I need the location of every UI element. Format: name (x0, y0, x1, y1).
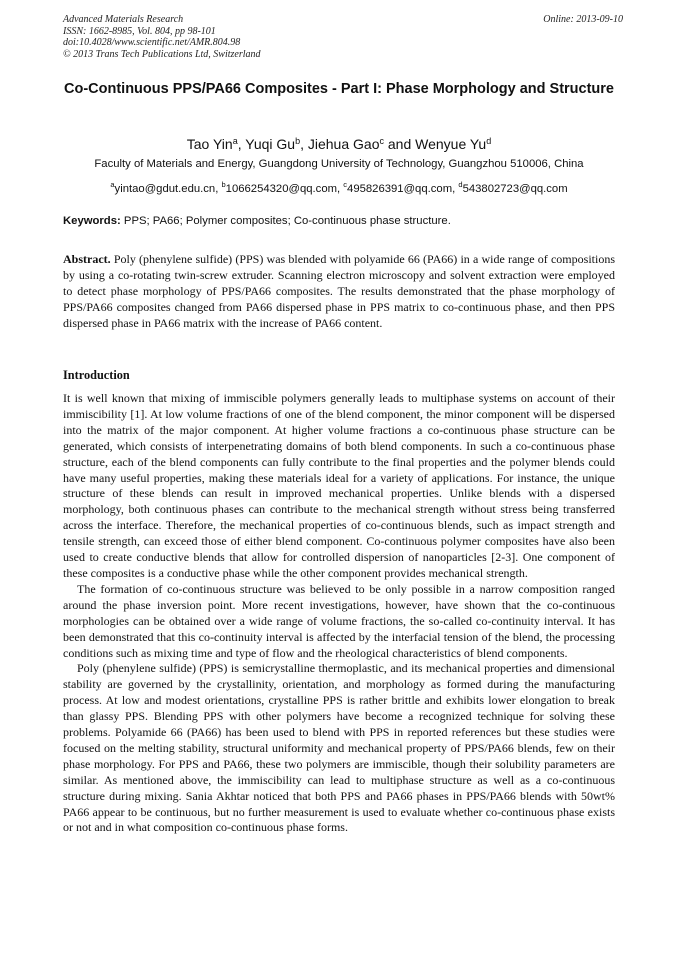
online-date: Online: 2013-09-10 (543, 14, 623, 25)
issn-line: ISSN: 1662-8985, Vol. 804, pp 98-101 (63, 25, 216, 37)
introduction-body (63, 391, 615, 836)
paragraph: The formation of co-continuous structure was believed to be only possible in a narrow composition ranged around the phase inversion point. More recent investigations, however, have shown that the co-continuous morphologies can be obtained over a wide range of volume fractions, the so-called co-continuity interval. It has been demonstrated that this co-continuity interval is affected by the interfacial tension of the blend, the processing conditions such as mixing time and type of flow and the rheological characteristics of blend components. (63, 581, 615, 660)
section-heading-introduction: Introduction (63, 368, 130, 382)
paragraph: Poly (phenylene sulfide) (PPS) is semicrystalline thermoplastic, and its mechanical properties and dimensional stability are governed by the crystallinity, orientation, and morphology as formed during the manufacturing process. At low and modest orientations, crystalline PPS is rather brittle and exhibits lower elongation to break than glassy PPS. Blending PPS with other polymers have become a recognized technique for solving these problems. Polyamide 66 (PA66) has been used to blend with PPS in reported references but these studies were focused on the melting stability, structural uniformity and mechanical property of PPS/PA66 blends, few on their phase morphology. For PPS and PA66, these two polymers are immiscible, though their solubility parameters are similar. As mentioned above, the immiscibility can lead to multiphase structure as well as a co-continuous structure during mixing. Sania Akhtar noticed that both PPS and PA66 phases in PPS/PA66 blends with 50wt% PA66 appear to be continuous, but no further measurement is used to evaluate whether co-continuous phase exists or not and in what composition co-continuous phase forms. (63, 661, 615, 835)
email-entry: $^d$543802723@qq.com (458, 180, 568, 195)
paper-title: Co-Continuous PPS/PA66 Composites - Part I: Phase Morphology and Structure (64, 81, 614, 97)
keywords-text: PPS; PA66; Polymer composites; Co-continuous phase structure. (120, 215, 451, 227)
publication-info (63, 14, 623, 60)
author: Tao Yin$^a$, (186, 136, 246, 152)
abstract (63, 252, 615, 332)
abstract-label: Abstract. (63, 252, 111, 266)
email-entry: $^c$495826391@qq.com, (343, 180, 459, 195)
paragraph: It is well known that mixing of immiscible polymers generally leads to multiphase systems on account of their immiscibility [1]. At low volume fractions of one of the blend component, the minor component will be dispersed into the matrix of the major component. At higher volume fractions a co-continuous phase structure can be generated, which consists of interpenetrating domains of both blend components. In such a co-continuous phase structure, each of the blend components can fully contribute to the final properties and the polymer blends could have many useful properties, making these materials ideal for a variety of applications. For instance, the unique structure of these blends can result in improved mechanical properties. Unlike blends with a dispersed morphology, both continuous phases can contribute to the mechanical strength without stress being transferred across the interface. Therefore, the mechanical properties of co-continuous blends, such as impact strength and tensile strength, can exceed those of either blend component. Co-continuous polymer composites have also been used to create conductive blends that allow for controlled dispersion of nanoparticles [2-3]. One component of these composites is a conductive phase while the other component provides mechanical strength. (63, 391, 615, 580)
keywords (63, 214, 623, 228)
author: Wenyue Yu$^d$ (415, 136, 492, 152)
abstract-text: Poly (phenylene sulfide) (PPS) was blended with polyamide 66 (PA66) in a wide range of compositions by using a co-rotating twin-screw extruder. Scanning electron microscopy and solvent extraction were employed to detect phase morphology of PPS/PA66 composites. The results demonstrated that the phase morphology of PPS/PA66 composites changed from PA66 dispersed phase in PPS matrix to co-continuous phase, and then PPS dispersed phase in PA66 matrix with the increase of PA66 content. (63, 252, 615, 330)
email-entry: $^a$yintao@gdut.edu.cn, (110, 180, 222, 195)
doi-line: doi:10.4028/www.scientific.net/AMR.804.98 (63, 37, 241, 48)
author: Jiehua Gao$^c$ and (307, 136, 416, 152)
email-entry: $^b$1066254320@qq.com, (221, 180, 344, 195)
journal-name: Advanced Materials Research (63, 14, 184, 25)
author-emails (30, 178, 648, 196)
copyright-line: © 2013 Trans Tech Publications Ltd, Switzerland (63, 48, 261, 60)
author-list (40, 132, 638, 153)
keywords-label: Keywords: (63, 215, 121, 227)
affiliation: Faculty of Materials and Energy, Guangdong University of Technology, Guangzhou 510006, China (94, 158, 584, 170)
author: Yuqi Gu$^b$, (245, 136, 308, 152)
